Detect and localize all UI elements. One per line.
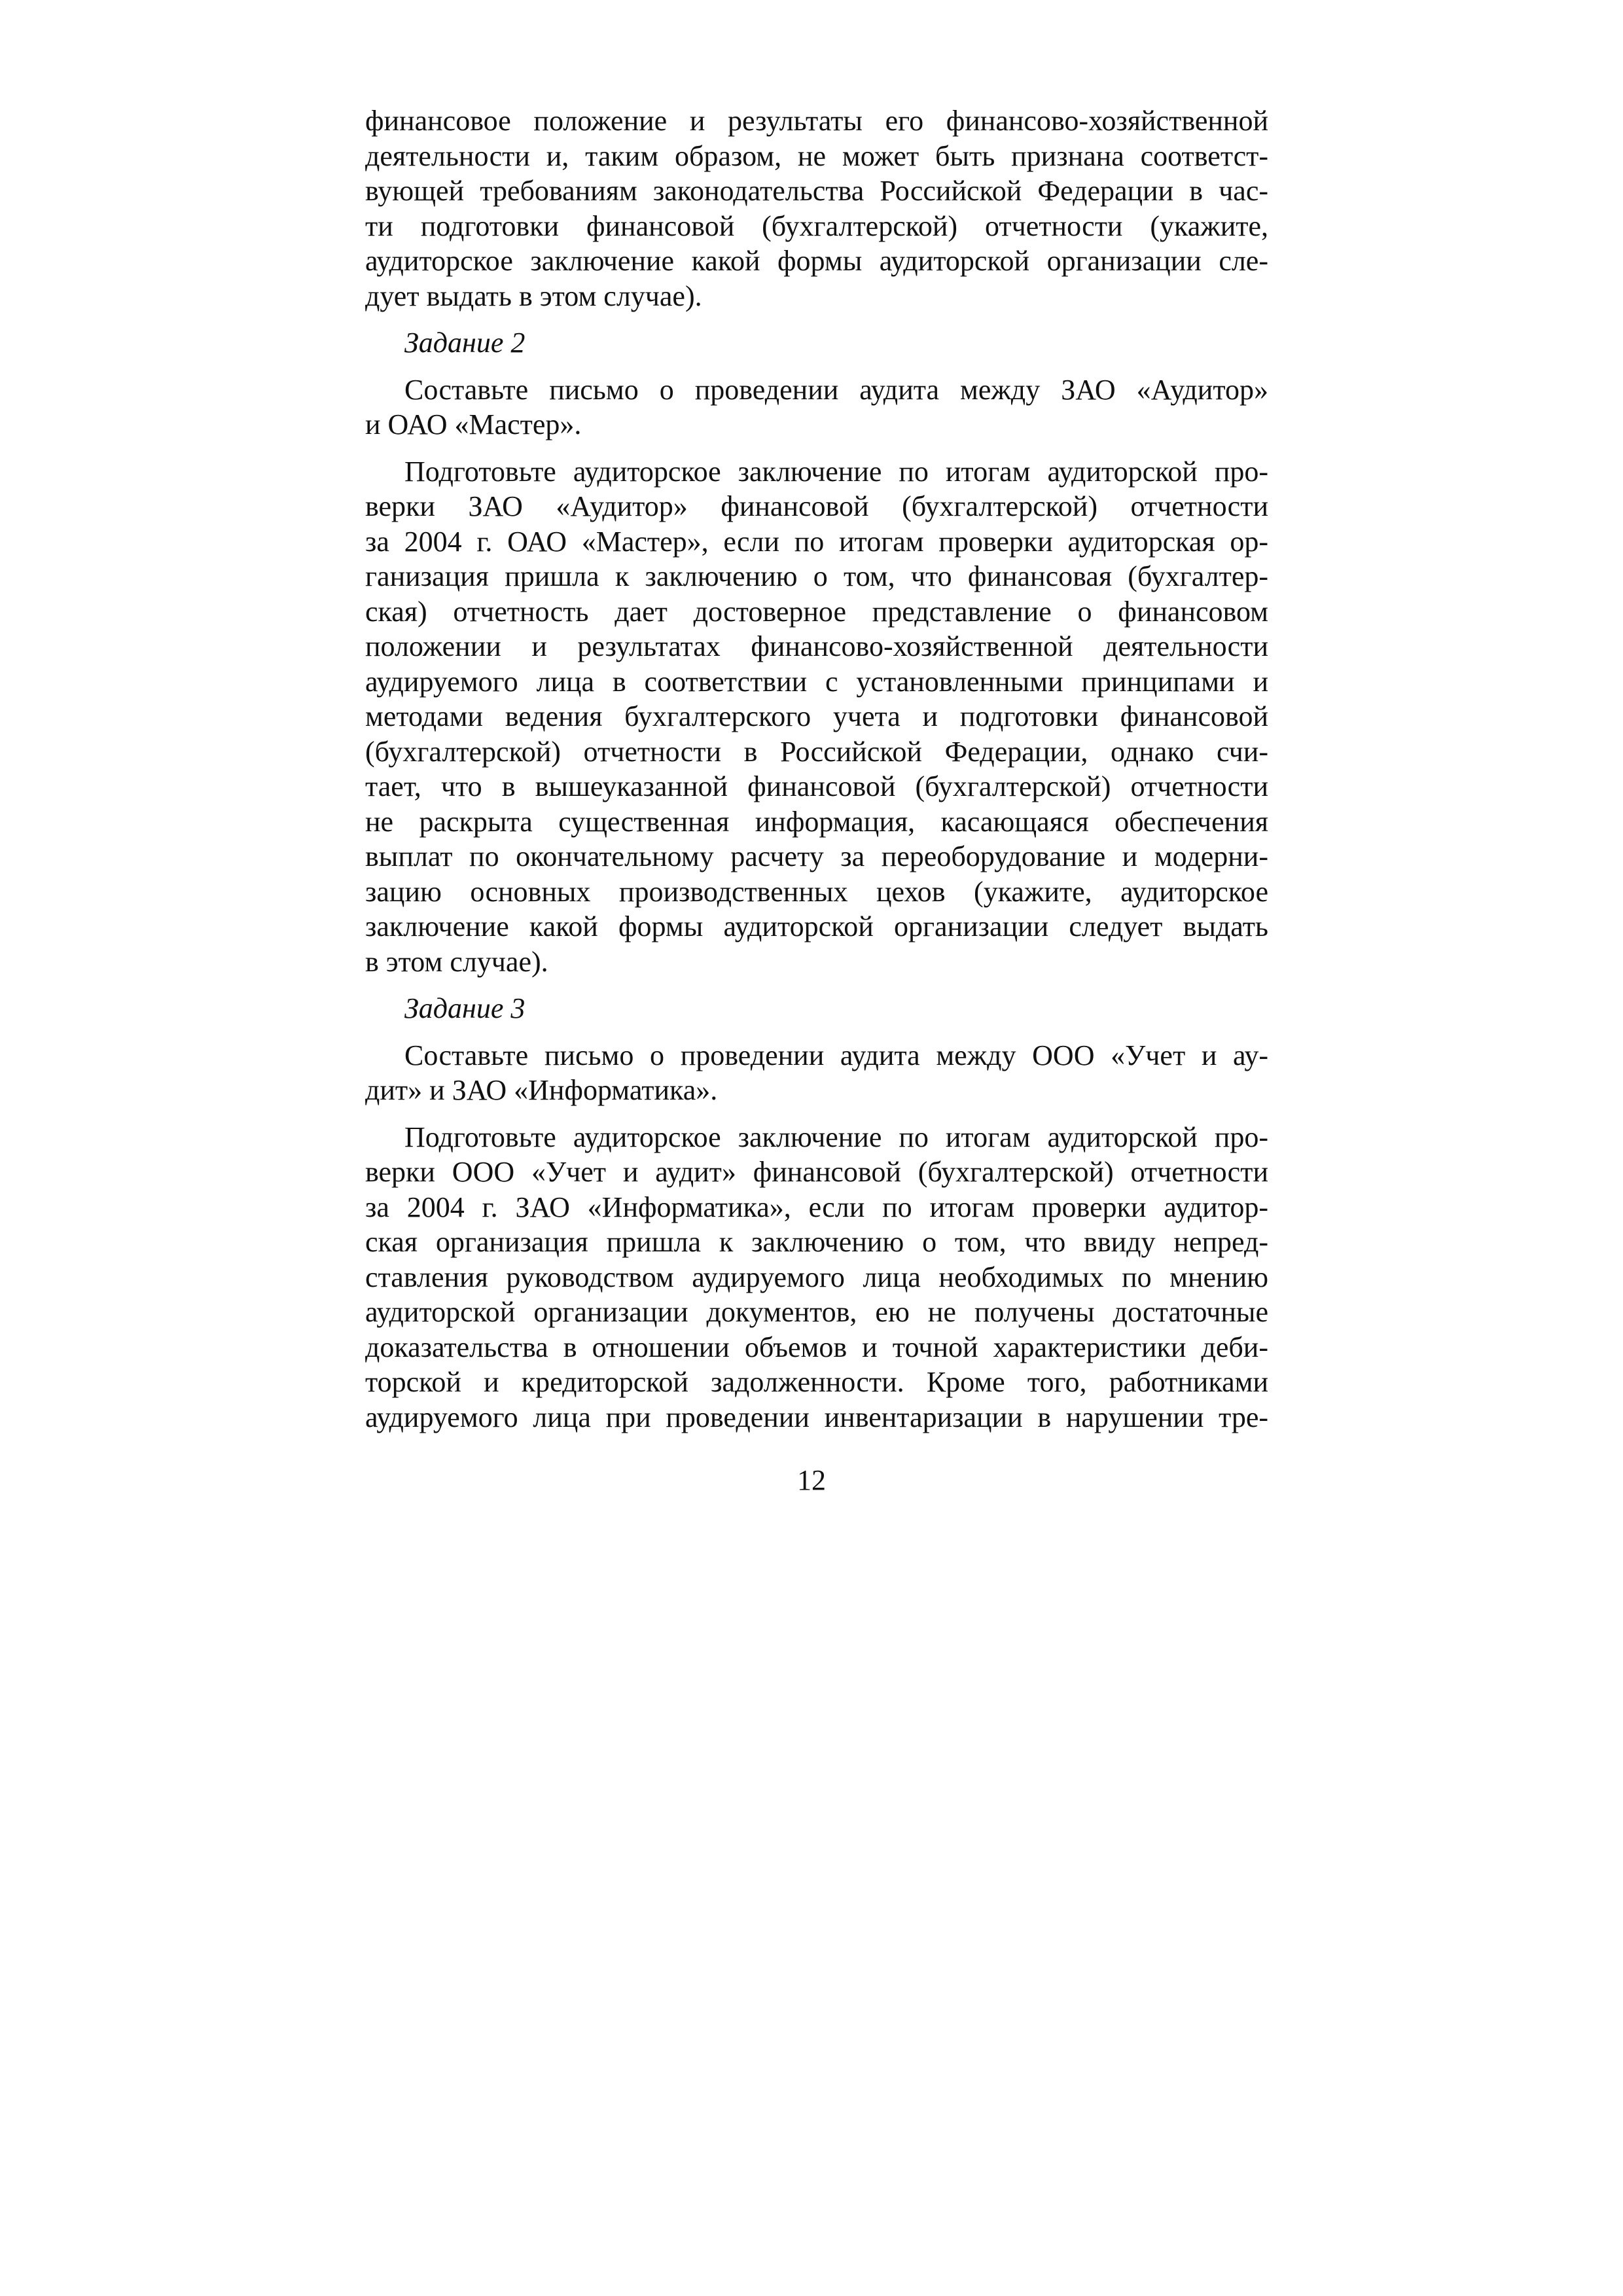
text-line: аудируемого лица в соответствии с установленными принципами и (365, 665, 1268, 698)
text-line: за 2004 г. ЗАО «Информатика», если по итогам проверки аудитор- (365, 1191, 1268, 1223)
text-line: дует выдать в этом случае). (365, 279, 702, 312)
text-line: за 2004 г. ОАО «Мастер», если по итогам проверки аудиторская ор- (365, 525, 1268, 558)
paragraph-continuation (365, 103, 1268, 314)
task-3-report-paragraph (365, 1120, 1268, 1435)
task-2-report-paragraph (365, 454, 1268, 980)
text-line: и ОАО «Мастер». (365, 408, 582, 440)
text-line: не раскрыта существенная информация, касающаяся обеспечения (365, 805, 1268, 838)
text-line: (бухгалтерской) отчетности в Российской Федерации, однако счи- (365, 735, 1268, 768)
text-line: методами ведения бухгалтерского учета и подготовки финансовой (365, 700, 1268, 732)
text-line: аудируемого лица при проведении инвентаризации в нарушении тре- (365, 1401, 1268, 1433)
text-line: торской и кредиторской задолженности. Кроме того, работниками (365, 1366, 1268, 1398)
text-line: заключение какой формы аудиторской организации следует выдать (365, 910, 1268, 942)
text-line: ская организация пришла к заключению о том, что ввиду непред- (365, 1226, 1268, 1258)
text-line: доказательства в отношении объемов и точной характеристики деби- (365, 1331, 1268, 1363)
text-line: дит» и ЗАО «Информатика». (365, 1074, 718, 1106)
page-number: 12 (797, 1464, 826, 1496)
text-line: ти подготовки финансовой (бухгалтерской) отчетности (укажите, (365, 209, 1268, 242)
task-2-letter-paragraph (365, 372, 1268, 442)
text-line: верки ООО «Учет и аудит» финансовой (бухгалтерской) отчетности (365, 1156, 1268, 1188)
task-3-heading: Задание 3 (404, 992, 526, 1024)
text-line: ская) отчетность дает достоверное представление о финансовом (365, 595, 1268, 628)
text-line: вующей требованиям законодательства Российской Федерации в час- (365, 175, 1268, 207)
text-line: Составьте письмо о проведении аудита между ООО «Учет и ау- (404, 1039, 1268, 1071)
task-2-heading: Задание 2 (404, 327, 526, 359)
text-line: верки ЗАО «Аудитор» финансовой (бухгалтерской) отчетности (365, 490, 1268, 522)
text-line: ганизация пришла к заключению о том, что финансовая (бухгалтер- (365, 560, 1268, 592)
text-line: Подготовьте аудиторское заключение по итогам аудиторской про- (404, 455, 1268, 488)
text-line: Подготовьте аудиторское заключение по итогам аудиторской про- (404, 1121, 1268, 1153)
task-3-letter-paragraph (365, 1038, 1268, 1108)
text-line: выплат по окончательному расчету за переоборудование и модерни- (365, 840, 1268, 872)
text-line: положении и результатах финансово-хозяйственной деятельности (365, 630, 1268, 662)
text-line: в этом случае). (365, 945, 548, 978)
text-line: тает, что в вышеуказанной финансовой (бухгалтерской) отчетности (365, 770, 1268, 802)
text-line: зацию основных производственных цехов (укажите, аудиторское (365, 875, 1268, 908)
text-line: финансовое положение и результаты его финансово-хозяйственной (365, 105, 1268, 137)
text-line: аудиторской организации документов, ею не получены достаточные (365, 1296, 1268, 1328)
page-body (365, 103, 1268, 1435)
text-line: ставления руководством аудируемого лица необходимых по мнению (365, 1261, 1268, 1293)
text-line: деятельности и, таким образом, не может быть признана соответст- (365, 139, 1268, 172)
text-line: аудиторское заключение какой формы аудиторской организации сле- (365, 245, 1268, 277)
text-line: Составьте письмо о проведении аудита между ЗАО «Аудитор» (404, 373, 1268, 406)
